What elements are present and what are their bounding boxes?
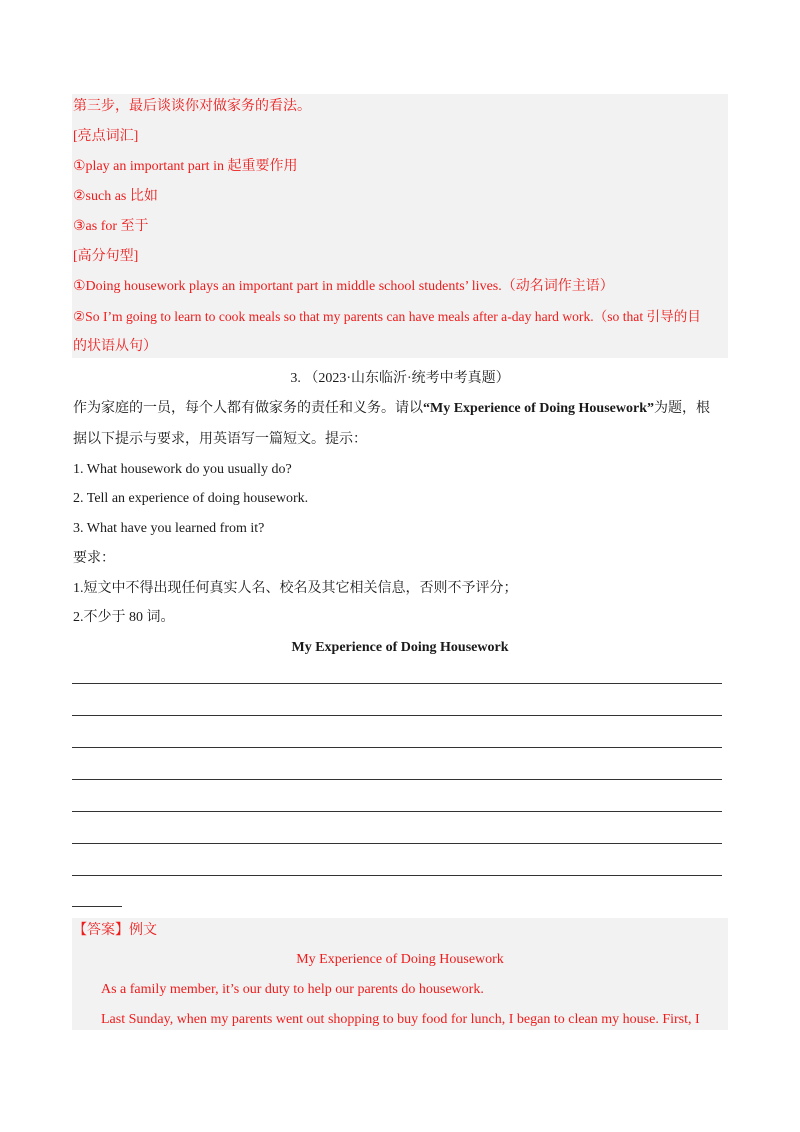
sentence-item: ①Doing housework plays an important part in middle school students’ lives.（动名词作主语） — [73, 279, 614, 294]
question-intro-line1 — [73, 400, 710, 418]
writing-line — [72, 747, 722, 748]
prompt-item: 3. What have you learned from it? — [73, 521, 265, 536]
intro-text: 为题，根 — [653, 401, 710, 416]
requirement-item: 1.短文中不得出现任何真实人名、校名及其它相关信息，否则不予评分； — [73, 581, 518, 596]
sentence-item-continued: 的状语从句） — [73, 339, 157, 354]
question-header: 3. （2023·山东临沂·统考中考真题） — [290, 371, 510, 386]
prompt-item: 1. What housework do you usually do? — [73, 462, 292, 477]
requirement-item: 2.不少于 80 词。 — [73, 610, 175, 625]
answer-paragraph: As a family member, it’s our duty to help our parents do housework. — [101, 982, 484, 997]
vocab-heading: [亮点词汇] — [73, 129, 139, 144]
writing-line — [72, 843, 722, 844]
vocab-item: ①play an important part in 起重要作用 — [73, 159, 298, 174]
writing-line — [72, 811, 722, 812]
answer-title: My Experience of Doing Housework — [296, 952, 504, 967]
vocab-item: ③as for 至于 — [73, 219, 149, 234]
intro-text: 作为家庭的一员，每个人都有做家务的责任和义务。请以 — [73, 401, 423, 416]
writing-line — [72, 715, 722, 716]
sentence-item: ②So I’m going to learn to cook meals so that my parents can have meals after a-day hard work.（so that 引导的目 — [73, 309, 701, 324]
answer-divider — [72, 906, 122, 907]
requirements-heading: 要求： — [73, 551, 115, 566]
writing-line — [72, 683, 722, 684]
step3-text: 第三步，最后谈谈你对做家务的看法。 — [73, 99, 311, 114]
answer-label: 【答案】例文 — [73, 923, 157, 938]
answer-paragraph: Last Sunday, when my parents went out shopping to buy food for lunch, I began to clean my house. First, I — [101, 1012, 700, 1027]
prompt-item: 2. Tell an experience of doing housework. — [73, 491, 309, 506]
essay-title: My Experience of Doing Housework — [291, 640, 509, 655]
writing-line — [72, 779, 722, 780]
intro-essay-title: “My Experience of Doing Housework” — [423, 401, 654, 416]
question-intro-line2: 据以下提示与要求，用英语写一篇短文。提示： — [73, 432, 367, 447]
vocab-item: ②such as 比如 — [73, 189, 158, 204]
sentence-heading: [高分句型] — [73, 249, 139, 264]
writing-line — [72, 875, 722, 876]
